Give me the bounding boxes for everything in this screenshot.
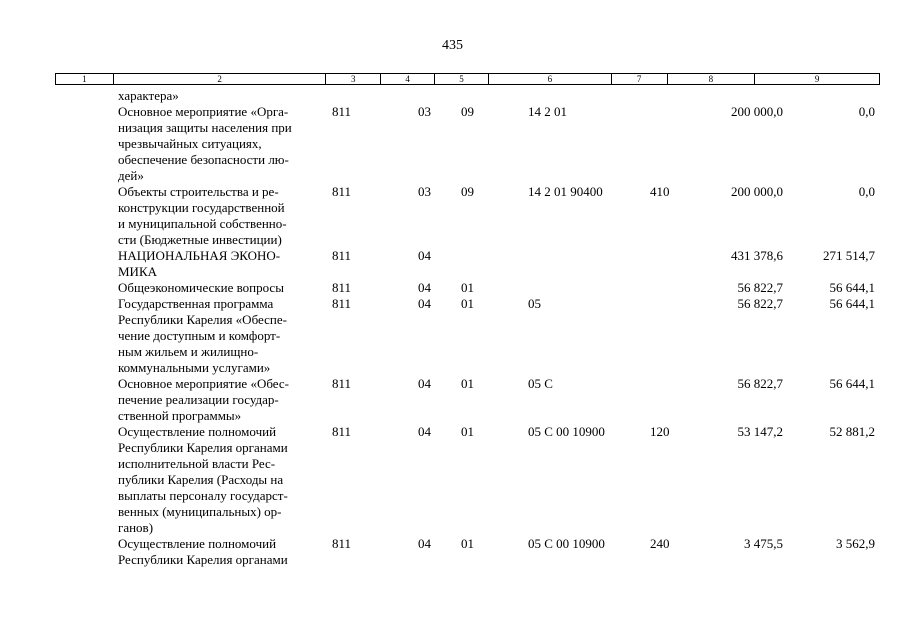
cell-col-5: 09 <box>461 104 474 119</box>
row-name-line: Осуществление полномочий <box>118 424 277 439</box>
cell-col-4: 04 <box>418 280 431 295</box>
row-name-line: выплаты персоналу государст- <box>118 488 288 503</box>
row-name-line: НАЦИОНАЛЬНАЯ ЭКОНО- <box>118 248 281 263</box>
row-name-line: венных (муниципальных) ор- <box>118 504 282 519</box>
cell-col-3: 811 <box>332 184 352 199</box>
cell-col-3: 811 <box>332 248 352 263</box>
cell-col-6: 05 <box>528 296 541 311</box>
header-col-3: 3 <box>325 74 380 84</box>
cell-col-9: 56 644,1 <box>829 280 875 295</box>
header-col-1: 1 <box>82 74 87 84</box>
row-name-line: Общеэкономические вопросы <box>118 280 284 295</box>
cell-col-3: 811 <box>332 296 352 311</box>
cell-col-3: 811 <box>332 104 352 119</box>
row-name-line: Осуществление полномочий <box>118 536 277 551</box>
row-name-line: ным жильем и жилищно- <box>118 344 259 359</box>
cell-col-8: 56 822,7 <box>737 280 783 295</box>
cell-col-4: 04 <box>418 424 431 439</box>
row-name-line: ганов) <box>118 520 154 535</box>
cell-col-3: 811 <box>332 280 352 295</box>
cell-col-6: 05 С 00 10900 <box>528 424 605 439</box>
cell-col-7: 120 <box>650 424 670 439</box>
cell-col-5: 01 <box>461 424 474 439</box>
table-row <box>0 424 905 536</box>
row-name <box>118 296 323 376</box>
header-col-5: 5 <box>434 74 488 84</box>
row-name-line: чрезвычайных ситуациях, <box>118 136 262 151</box>
table-row <box>0 280 905 296</box>
row-name-line: Государственная программа <box>118 296 274 311</box>
cell-col-9: 52 881,2 <box>829 424 875 439</box>
cell-col-8: 53 147,2 <box>737 424 783 439</box>
row-name <box>118 104 323 184</box>
row-name-line: Республики Карелия «Обеспе- <box>118 312 287 327</box>
cell-col-7: 240 <box>650 536 670 551</box>
cell-col-6: 14 2 01 <box>528 104 567 119</box>
cell-col-5: 01 <box>461 296 474 311</box>
cell-col-9: 0,0 <box>858 104 875 119</box>
cell-col-9: 56 644,1 <box>829 376 875 391</box>
row-name-line: публики Карелия (Расходы на <box>118 472 284 487</box>
header-col-2: 2 <box>113 74 325 84</box>
row-name-line: ственной программы» <box>118 408 242 423</box>
table-row <box>0 296 905 376</box>
cell-col-9: 56 644,1 <box>829 296 875 311</box>
row-name <box>118 536 323 568</box>
row-name <box>118 184 323 248</box>
row-name-line: Объекты строительства и ре- <box>118 184 279 199</box>
cell-col-8: 431 378,6 <box>731 248 783 263</box>
cell-col-9: 271 514,7 <box>823 248 875 263</box>
cell-col-8: 3 475,5 <box>744 536 783 551</box>
row-name <box>118 424 323 536</box>
row-name <box>118 280 323 296</box>
cell-col-3: 811 <box>332 424 352 439</box>
cell-col-6: 14 2 01 90400 <box>528 184 603 199</box>
row-name-line: обеспечение безопасности лю- <box>118 152 289 167</box>
cell-col-4: 03 <box>418 104 431 119</box>
row-name-line: Основное мероприятие «Обес- <box>118 376 289 391</box>
table-row <box>0 376 905 424</box>
row-name-line: дей» <box>118 168 144 183</box>
table-row <box>0 248 905 280</box>
row-name-line: чение доступным и комфорт- <box>118 328 281 343</box>
cell-col-9: 3 562,9 <box>836 536 875 551</box>
header-col-7: 7 <box>611 74 667 84</box>
cell-col-5: 01 <box>461 280 474 295</box>
row-name <box>118 88 323 104</box>
table-row <box>0 184 905 248</box>
cell-col-8: 56 822,7 <box>737 376 783 391</box>
row-name-line: Республики Карелия органами <box>118 552 288 567</box>
cell-col-4: 04 <box>418 536 431 551</box>
table-row <box>0 104 905 184</box>
header-col-4: 4 <box>380 74 434 84</box>
cell-col-3: 811 <box>332 536 352 551</box>
cell-col-5: 01 <box>461 536 474 551</box>
row-name-line: исполнительной власти Рес- <box>118 456 276 471</box>
cell-col-5: 01 <box>461 376 474 391</box>
row-name-line: сти (Бюджетные инвестиции) <box>118 232 282 247</box>
header-col-8: 8 <box>667 74 755 84</box>
cell-col-3: 811 <box>332 376 352 391</box>
cell-col-8: 200 000,0 <box>731 184 783 199</box>
cell-col-7: 410 <box>650 184 670 199</box>
table-header <box>55 73 880 85</box>
cell-col-9: 0,0 <box>858 184 875 199</box>
table-row <box>0 536 905 568</box>
row-name-line: Основное мероприятие «Орга- <box>118 104 289 119</box>
header-col-9: 9 <box>754 74 879 84</box>
cell-col-4: 04 <box>418 296 431 311</box>
cell-col-5: 09 <box>461 184 474 199</box>
row-name-line: МИКА <box>118 264 158 279</box>
row-name-line: конструкции государственной <box>118 200 285 215</box>
header-col-6: 6 <box>488 74 611 84</box>
row-name <box>118 248 323 280</box>
cell-col-4: 04 <box>418 248 431 263</box>
row-name <box>118 376 323 424</box>
table-row <box>0 88 905 104</box>
cell-col-4: 03 <box>418 184 431 199</box>
row-name-line: низация защиты населения при <box>118 120 292 135</box>
cell-col-8: 56 822,7 <box>737 296 783 311</box>
row-name-line: Республики Карелия органами <box>118 440 288 455</box>
cell-col-4: 04 <box>418 376 431 391</box>
page-number: 435 <box>442 38 463 53</box>
cell-col-6: 05 С 00 10900 <box>528 536 605 551</box>
table-body <box>0 88 905 568</box>
row-name-line: характера» <box>118 88 179 103</box>
row-name-line: и муниципальной собственно- <box>118 216 287 231</box>
cell-col-6: 05 С <box>528 376 553 391</box>
cell-col-8: 200 000,0 <box>731 104 783 119</box>
row-name-line: коммунальными услугами» <box>118 360 271 375</box>
row-name-line: печение реализации государ- <box>118 392 279 407</box>
